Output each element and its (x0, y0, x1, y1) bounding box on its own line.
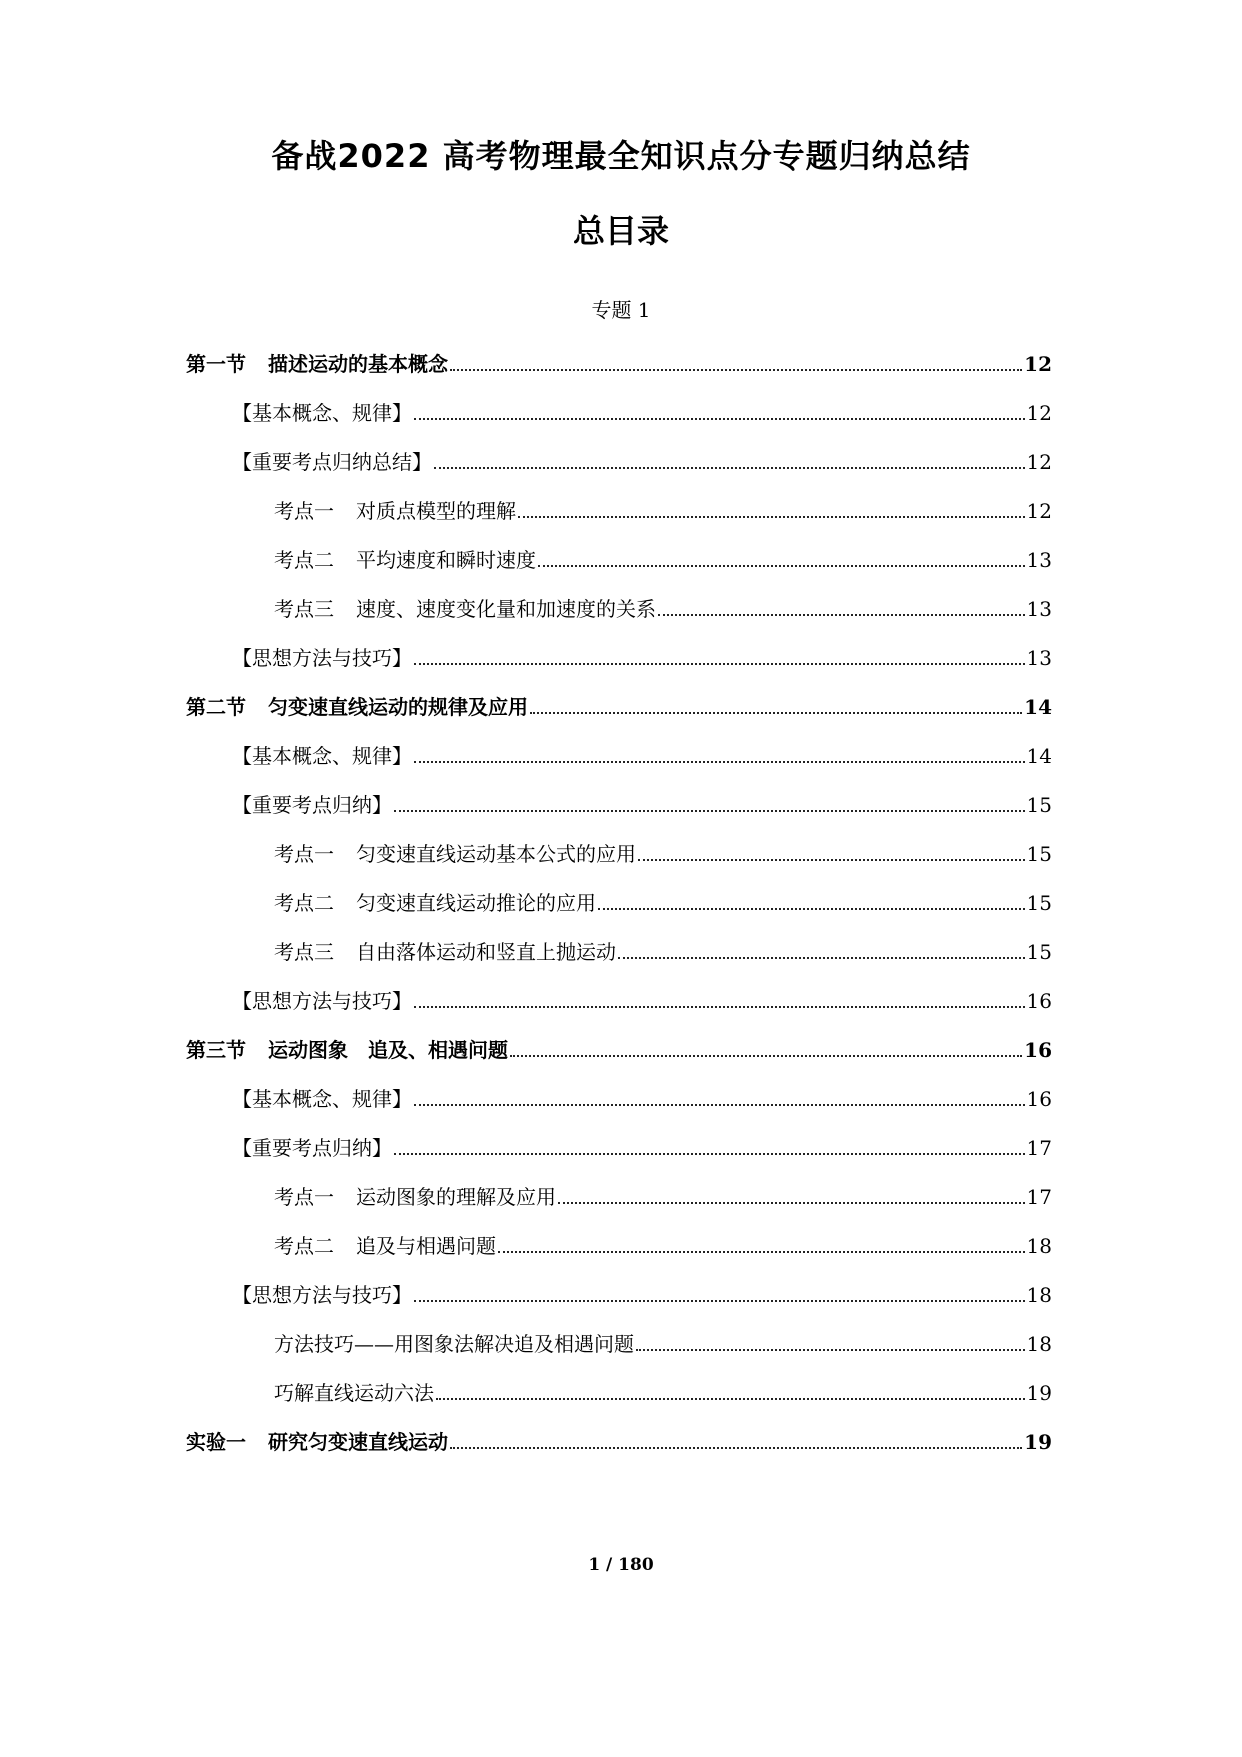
toc-entry-text: 研究匀变速直线运动 (268, 1430, 448, 1454)
toc-entry-prefix: 第一节 (186, 352, 246, 376)
toc-page-number: 12 (1026, 401, 1052, 425)
toc-entry (186, 644, 1052, 693)
toc-entry (186, 448, 1052, 497)
toc-page-number: 12 (1026, 450, 1052, 474)
toc-dot-leader (414, 663, 1025, 665)
toc-entry-text: 平均速度和瞬时速度 (356, 548, 536, 572)
toc-dot-leader (530, 712, 1022, 714)
toc-entry (186, 1428, 1052, 1477)
toc-entry-text: 匀变速直线运动的规律及应用 (268, 695, 528, 719)
toc-entry-text: 【思想方法与技巧】 (232, 1283, 412, 1307)
toc-page-number: 14 (1024, 695, 1052, 719)
toc-entry (186, 791, 1052, 840)
toc-entry-text: 【基本概念、规律】 (232, 401, 412, 425)
toc-entry (186, 595, 1052, 644)
toc-page-number: 17 (1026, 1185, 1052, 1209)
toc-entry-text: 速度、速度变化量和加速度的关系 (356, 597, 656, 621)
toc-dot-leader (538, 565, 1025, 567)
toc-entry-label (232, 1085, 412, 1113)
toc-entry-prefix: 考点三 (274, 940, 334, 964)
toc-entry-prefix: 第二节 (186, 695, 246, 719)
toc-dot-leader (510, 1055, 1022, 1057)
toc-entry-label (274, 840, 636, 868)
toc-page-number: 15 (1026, 793, 1052, 817)
toc-entry-label (274, 497, 516, 525)
toc-page-number: 18 (1026, 1332, 1052, 1356)
toc-entry-text: 【重要考点归纳】 (232, 1136, 392, 1160)
toc-page-number: 16 (1026, 1087, 1052, 1111)
toc-entry (186, 987, 1052, 1036)
toc-page-number: 16 (1026, 989, 1052, 1013)
toc-entry-label (232, 742, 412, 770)
table-of-contents (186, 350, 1052, 1477)
toc-entry (186, 1134, 1052, 1183)
toc-entry (186, 938, 1052, 987)
toc-entry-label (274, 546, 536, 574)
document-title: 备战2022 高考物理最全知识点分专题归纳总结 (271, 137, 971, 175)
toc-entry-text: 【重要考点归纳】 (232, 793, 392, 817)
toc-entry (186, 1330, 1052, 1379)
toc-entry-text: 巧解直线运动六法 (274, 1381, 434, 1405)
toc-entry-label (232, 1134, 392, 1162)
toc-entry-label (186, 1428, 448, 1456)
toc-entry-prefix: 考点二 (274, 548, 334, 572)
toc-dot-leader (598, 908, 1025, 910)
toc-entry (186, 1281, 1052, 1330)
toc-entry-prefix: 考点一 (274, 499, 334, 523)
toc-entry-label (274, 889, 596, 917)
toc-entry (186, 497, 1052, 546)
toc-entry (186, 1036, 1052, 1085)
toc-entry (186, 889, 1052, 938)
toc-dot-leader (434, 467, 1025, 469)
toc-entry-prefix: 第三节 (186, 1038, 246, 1062)
toc-entry-label (232, 987, 412, 1015)
toc-entry-prefix: 考点一 (274, 1185, 334, 1209)
toc-dot-leader (414, 1006, 1025, 1008)
toc-entry-label (274, 1183, 556, 1211)
toc-entry-prefix: 考点二 (274, 891, 334, 915)
toc-dot-leader (518, 516, 1025, 518)
toc-entry-text: 方法技巧——用图象法解决追及相遇问题 (274, 1332, 634, 1356)
toc-entry-text: 【基本概念、规律】 (232, 1087, 412, 1111)
toc-page-number: 18 (1026, 1234, 1052, 1258)
toc-entry (186, 1183, 1052, 1232)
toc-entry-text: 【基本概念、规律】 (232, 744, 412, 768)
toc-entry-text: 运动图象 追及、相遇问题 (268, 1038, 508, 1062)
toc-entry (186, 546, 1052, 595)
toc-page-number: 12 (1024, 352, 1052, 376)
toc-dot-leader (414, 1104, 1025, 1106)
page-footer: 1 / 180 (588, 1555, 654, 1575)
toc-entry (186, 350, 1052, 399)
toc-page-number: 16 (1024, 1038, 1052, 1062)
toc-dot-leader (414, 418, 1025, 420)
toc-entry (186, 742, 1052, 791)
toc-entry-label (232, 644, 412, 672)
toc-dot-leader (436, 1398, 1025, 1400)
toc-entry (186, 1085, 1052, 1134)
toc-page-number: 14 (1026, 744, 1052, 768)
toc-page-number: 12 (1026, 499, 1052, 523)
toc-dot-leader (636, 1349, 1025, 1351)
toc-dot-leader (394, 1153, 1025, 1155)
toc-dot-leader (450, 369, 1022, 371)
toc-entry-prefix: 实验一 (186, 1430, 246, 1454)
toc-page-number: 13 (1026, 597, 1052, 621)
toc-entry-label (274, 938, 616, 966)
toc-entry-text: 【重要考点归纳总结】 (232, 450, 432, 474)
toc-entry-text: 匀变速直线运动基本公式的应用 (356, 842, 636, 866)
toc-entry-text: 描述运动的基本概念 (268, 352, 448, 376)
toc-page-number: 19 (1024, 1430, 1052, 1454)
toc-page-number: 15 (1026, 842, 1052, 866)
toc-entry-prefix: 考点一 (274, 842, 334, 866)
toc-page-number: 15 (1026, 891, 1052, 915)
toc-entry-label (274, 595, 656, 623)
toc-entry-text: 运动图象的理解及应用 (356, 1185, 556, 1209)
toc-entry-text: 匀变速直线运动推论的应用 (356, 891, 596, 915)
toc-dot-leader (414, 761, 1025, 763)
toc-dot-leader (394, 810, 1025, 812)
toc-dot-leader (638, 859, 1025, 861)
toc-entry (186, 399, 1052, 448)
toc-dot-leader (658, 614, 1025, 616)
topic-heading: 专题 1 (591, 298, 651, 322)
toc-entry-label (232, 1281, 412, 1309)
toc-entry-label (186, 350, 448, 378)
toc-page-number: 17 (1026, 1136, 1052, 1160)
toc-page-number: 18 (1026, 1283, 1052, 1307)
toc-entry-text: 追及与相遇问题 (356, 1234, 496, 1258)
toc-entry-label (232, 791, 392, 819)
toc-entry-prefix: 考点三 (274, 597, 334, 621)
toc-entry-label (274, 1232, 496, 1260)
toc-dot-leader (498, 1251, 1025, 1253)
toc-entry (186, 693, 1052, 742)
toc-entry-text: 对质点模型的理解 (356, 499, 516, 523)
toc-entry-label (186, 1036, 508, 1064)
toc-page-number: 13 (1026, 548, 1052, 572)
toc-page-number: 13 (1026, 646, 1052, 670)
toc-entry-label (274, 1330, 634, 1358)
toc-dot-leader (450, 1447, 1022, 1449)
toc-entry-text: 自由落体运动和竖直上抛运动 (356, 940, 616, 964)
toc-dot-leader (414, 1300, 1025, 1302)
toc-entry-text: 【思想方法与技巧】 (232, 989, 412, 1013)
toc-dot-leader (558, 1202, 1025, 1204)
toc-entry-prefix: 考点二 (274, 1234, 334, 1258)
toc-entry-text: 【思想方法与技巧】 (232, 646, 412, 670)
toc-page-number: 15 (1026, 940, 1052, 964)
toc-entry (186, 1379, 1052, 1428)
toc-entry-label (186, 693, 528, 721)
toc-entry (186, 840, 1052, 889)
toc-entry-label (232, 448, 432, 476)
document-subtitle: 总目录 (572, 212, 669, 250)
toc-entry-label (274, 1379, 434, 1407)
toc-dot-leader (618, 957, 1025, 959)
toc-entry (186, 1232, 1052, 1281)
toc-entry-label (232, 399, 412, 427)
toc-page-number: 19 (1026, 1381, 1052, 1405)
